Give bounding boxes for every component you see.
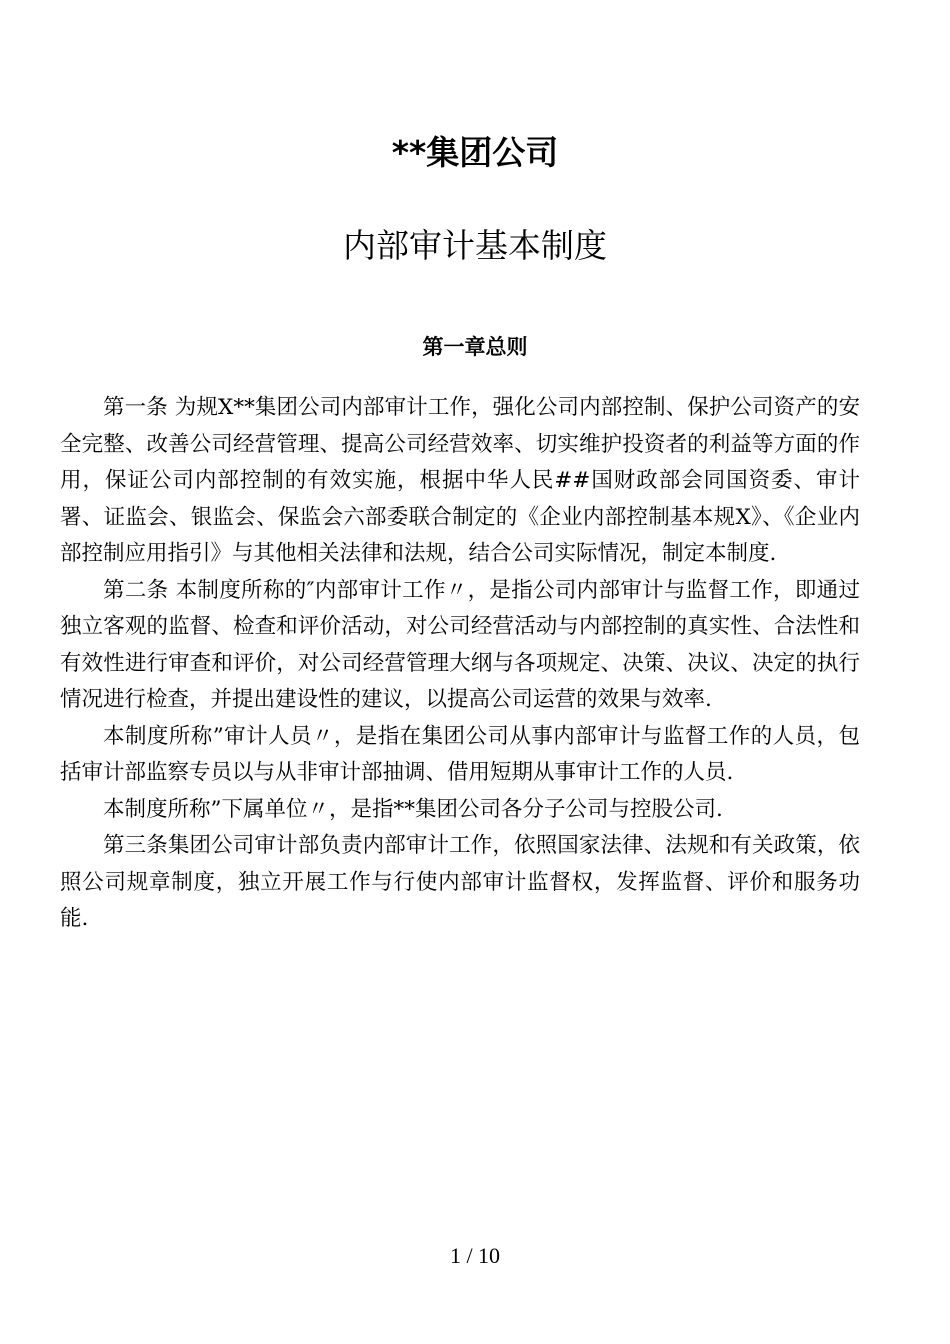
chapter-heading: 第一章总则 <box>422 335 528 359</box>
paragraph-subsidiary-definition: 本制度所称”下属单位〃，是指**集团公司各分子公司与控股公司. <box>103 796 723 822</box>
paragraph-article-3: 第三条集团公司审计部负责内部审计工作，依照国家法律、法规和有关政策，依照公司规章制度，独立开展工作与行使内部审计监督权，发挥监督、评价和服务功能. <box>60 833 860 931</box>
company-title: **集团公司 <box>391 133 559 172</box>
paragraph-article-2: 第二条 本制度所称的″内部审计工作〃，是指公司内部审计与监督工作，即通过独立客观的监督、检查和评价活动，对公司经营活动与内部控制的真实性、合法性和有效性进行审查和评价，对公司经营管理大纲与各项规定、决策、决议、决定的执行情况进行检查，并提出建设性的建议，以提高公司运营的效果与效率. <box>60 577 860 712</box>
page-indicator: 1 / 10 <box>449 1243 501 1268</box>
document-title: 内部审计基本制度 <box>343 226 607 265</box>
paragraph-auditor-definition: 本制度所称”审计人员〃，是指在集团公司从事内部审计与监督工作的人员，包括审计部监察专员以与从非审计部抽调、借用短期从事审计工作的人员. <box>60 723 860 785</box>
paragraph-article-1: 第一条 为规X**集团公司内部审计工作，强化公司内部控制、保护公司资产的安全完整、改善公司经营管理、提高公司经营效率、切实维护投资者的利益等方面的作用，保证公司内部控制的有效实施，根据中华人民##国财政部会同国资委、审计署、证监会、银监会、保监会六部委联合制定的《企业内部控制基本规X》、《企业内部控制应用指引》与其他相关法律和法规，结合公司实际情况，制定本制度. <box>60 395 860 566</box>
document-body <box>60 390 860 938</box>
